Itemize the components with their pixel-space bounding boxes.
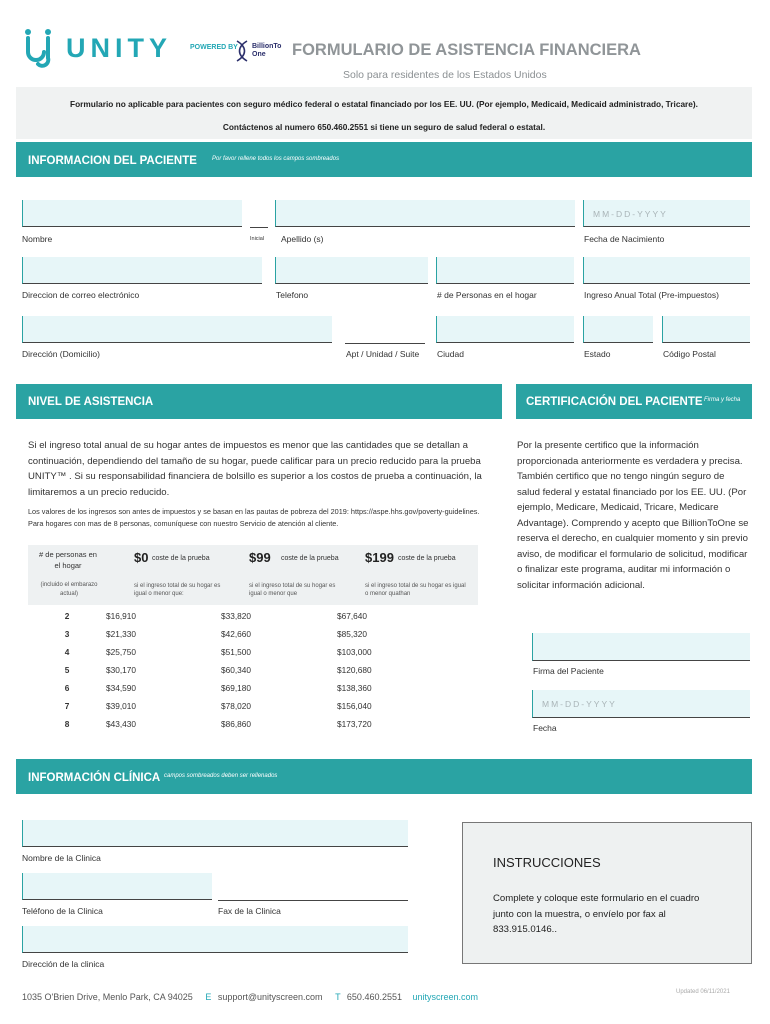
assistance-note: Los valores de los ingresos son antes de impuestos y se basan en las pautas de pobreza del 2019: https://aspe.hhs.gov/poverty-guidelines. Para hogares con mas de 8 personas, comuníquese con nuestro Servicio de atención al cliente. [28,507,480,528]
footer-email[interactable]: support@unityscreen.com [217,992,323,1002]
table-row [28,643,478,661]
address-field[interactable] [22,316,332,343]
tier-2-label: coste de la prueba [398,555,456,562]
tier-2-sub: si el ingreso total de su hogar es igual o menor quathan [365,583,466,597]
tier-1-limit-cell: $42,660 [221,629,251,639]
people-count-cell: 3 [64,629,70,639]
powered-by-label: POWERED BY [190,44,238,51]
certification-title: CERTIFICACIÓN DEL PACIENTE [526,396,703,408]
cert-date-label: Fecha [533,723,557,733]
unity-logo-mark-icon [24,28,56,68]
tier-1-limit-cell: $60,340 [221,665,251,675]
notice-line-1: Formulario no aplicable para pacientes con seguro médico federal o estatal financiado por los EE. UU. (Por ejemplo, Medicaid, Medicaid administrado, Tricare). [70,99,698,109]
certification-note: Firma y fecha [704,397,741,403]
first-name-label: Nombre [22,234,53,244]
tier-0-limit-cell: $21,330 [106,629,136,639]
last-name-field[interactable] [275,200,575,227]
tier-2-limit-cell: $173,720 [337,719,372,729]
tier-2-limit-cell: $103,000 [337,647,372,657]
phone-field[interactable] [275,257,428,284]
tier-0-limit-cell: $43,430 [106,719,136,729]
page-title: FORMULARIO DE ASISTENCIA FINANCIERA [292,41,641,59]
tier-0-limit-cell: $39,010 [106,701,136,711]
people-count-cell: 7 [64,701,70,711]
partner-logo-text: BillionToOne [252,43,282,58]
address-label: Dirección (Domicilio) [22,349,100,359]
household-field[interactable] [436,257,574,284]
tier-2-price: $199 [365,550,394,565]
income-label: Ingreso Anual Total (Pre-impuestos) [584,290,719,300]
state-label: Estado [584,349,611,359]
tier-0-sub: si el ingreso total de su hogar es igual o menor que: [134,583,221,597]
footer-phone: 650.460.2551 [346,992,402,1002]
notice-line-2: Contáctenos al numero 650.460.2551 si tiene un seguro de salud federal o estatal. [222,122,546,132]
first-name-field[interactable] [22,200,242,227]
income-table [28,607,478,733]
tier-1-label: coste de la prueba [281,555,339,562]
household-label: # de Personas en el hogar [437,290,537,300]
footer [22,992,762,1006]
email-label: Direccion de correo electrónico [22,290,140,300]
clinic-phone-field[interactable] [22,873,212,900]
cert-date-placeholder: MM-DD-YYYY [542,699,617,709]
tier-2-limit-cell: $156,040 [337,701,372,711]
clinic-address-field[interactable] [22,926,408,953]
initial-field[interactable] [250,200,268,228]
clinic-name-label: Nombre de la Clinica [22,853,101,863]
certification-header [516,384,752,419]
footer-website[interactable]: unityscreen.com [412,992,479,1002]
phone-label: Telefono [276,290,309,300]
city-label: Ciudad [437,349,464,359]
people-header: # de personas en el hogar [39,550,97,570]
signature-field[interactable] [532,633,750,661]
people-count-cell: 4 [64,647,70,657]
table-row [28,625,478,643]
last-name-label: Apellido (s) [281,234,324,244]
updated-date: Updated 06/11/2021 [676,989,730,995]
tier-2-limit-cell: $67,640 [337,611,367,621]
clinical-title: INFORMACIÓN CLÍNICA [28,772,161,784]
clinical-header [16,759,752,794]
page-subtitle: Solo para residentes de los Estados Unidos [343,69,547,81]
table-row [28,661,478,679]
initial-label: Inicial [250,236,265,242]
table-row [28,679,478,697]
instructions-text: Complete y coloque este formulario en el cuadro junto con la muestra, o envíelo por fax al 833.915.0146.. [493,893,700,935]
footer-e: E [205,992,212,1002]
tier-0-label: coste de la prueba [152,555,210,562]
tier-0-limit-cell: $16,910 [106,611,136,621]
footer-address: 1035 O'Brien Drive, Menlo Park, CA 94025 [22,992,193,1002]
tier-0-limit-cell: $34,590 [106,683,136,693]
people-count-cell: 8 [64,719,70,729]
city-field[interactable] [436,316,574,343]
zip-label: Código Postal [663,349,716,359]
assistance-paragraph: Si el ingreso total anual de su hogar antes de impuestos es menor que las cantidades que se detallan a continuación, dependiendo del tamaño de su hogar, puede calificar para un precio reducido para la prueba UNITY™ . Si su responsabilidad financiera de bolsillo es superior a los costos de prueba a continuación, la limitaremos a un precio reducido. [28,440,482,498]
tier-1-limit-cell: $51,500 [221,647,251,657]
tier-0-limit-cell: $25,750 [106,647,136,657]
tier-1-limit-cell: $33,820 [221,611,251,621]
people-count-cell: 2 [64,611,70,621]
patient-info-note: Por favor rellene todos los campos sombreados [212,156,340,162]
income-field[interactable] [583,257,750,284]
clinical-note: campos sombreados deben ser rellenados [164,773,278,779]
apt-label: Apt / Unidad / Suite [346,349,420,359]
clinic-fax-label: Fax de la Clinica [218,906,281,916]
signature-label: Firma del Paciente [533,666,604,676]
assistance-header [16,384,502,419]
zip-field[interactable] [662,316,750,343]
email-field[interactable] [22,257,262,284]
footer-t: T [335,992,341,1002]
clinic-name-field[interactable] [22,820,408,847]
people-count-cell: 6 [64,683,70,693]
tier-2-limit-cell: $85,320 [337,629,367,639]
unity-logo [24,28,184,68]
tier-1-sub: si el ingreso total de su hogar es igual o menor que [249,583,336,597]
patient-info-title: INFORMACION DEL PACIENTE [28,155,197,167]
clinic-address-label: Dirección de la clinica [22,959,105,969]
tier-1-limit-cell: $69,180 [221,683,251,693]
logo-text: UNITY [66,33,172,63]
clinic-fax-field[interactable] [218,873,408,901]
tier-1-limit-cell: $78,020 [221,701,251,711]
dob-placeholder: MM-DD-YYYY [593,209,668,219]
instructions-box [462,822,752,964]
table-row [28,697,478,715]
clinic-phone-label: Teléfono de la Clinica [22,906,103,916]
tier-1-limit-cell: $86,860 [221,719,251,729]
tier-1-price: $99 [249,550,271,565]
people-count-cell: 5 [64,665,70,675]
certification-paragraph: Por la presente certifico que la información proporcionada anteriormente es verdadera y precisa. También certifico que no tengo ningún seguro de salud federal y estatal financiado por los EE. UU. (Por ejemplo, Medicare, Medicaid, Tricare, Medicare Advantage). Comprendo y acepto que BillionToOne se reserva el derecho, en cualquier momento y sin previo aviso, de modificar el formulario de solicitud, modificar o finalizar este programa, auditar mi información o solicitar información adicional. [517,440,749,591]
patient-info-header [16,142,752,177]
instructions-title: INSTRUCCIONES [493,855,601,870]
tier-0-limit-cell: $30,170 [106,665,136,675]
apt-field[interactable] [345,316,425,344]
dna-icon [235,40,249,62]
table-row [28,715,478,733]
tier-2-limit-cell: $120,680 [337,665,372,675]
income-table-header [28,545,478,605]
people-subheader: (incluido el embarazo actual) [40,582,98,597]
assistance-title: NIVEL DE ASISTENCIA [28,396,154,408]
dob-label: Fecha de Nacimiento [584,234,665,244]
table-row [28,607,478,625]
state-field[interactable] [583,316,653,343]
tier-0-price: $0 [134,550,149,565]
tier-2-limit-cell: $138,360 [337,683,372,693]
